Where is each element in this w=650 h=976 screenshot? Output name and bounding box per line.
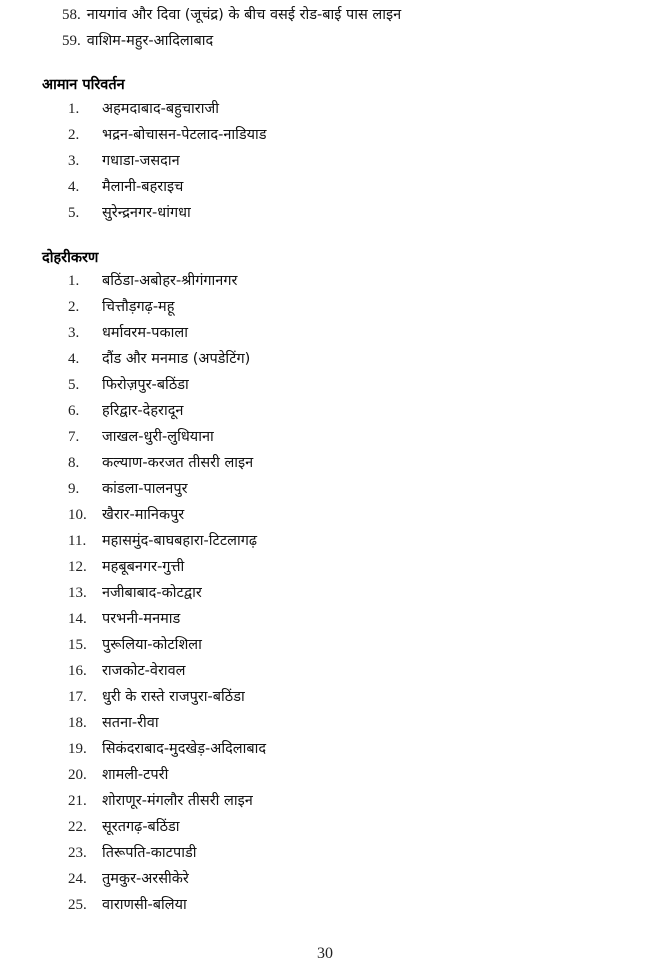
- item-number: 21.: [68, 793, 87, 809]
- item-text: बठिंडा-अबोहर-श्रीगंगानगर: [102, 273, 238, 289]
- item-text: मैलानी-बहराइच: [102, 179, 184, 195]
- item-text: तिरूपति-काटपाडी: [102, 845, 197, 861]
- item-number: 3.: [68, 153, 80, 169]
- list-item: [68, 452, 266, 478]
- list-item: [68, 124, 267, 150]
- doubling-list: [68, 270, 266, 920]
- item-text: जाखल-धुरी-लुधियाना: [102, 429, 214, 445]
- item-text: तुमकुर-अरसीकेरे: [102, 871, 189, 887]
- list-item: [62, 4, 401, 30]
- item-text: परभनी-मनमाड: [102, 611, 181, 627]
- item-text: गधाडा-जसदान: [102, 153, 180, 169]
- item-number: 11.: [68, 533, 87, 549]
- item-text: महबूबनगर-गुत्ती: [102, 559, 185, 575]
- list-item: [68, 582, 266, 608]
- list-item: [68, 270, 266, 296]
- list-item: [68, 686, 266, 712]
- item-number: 1.: [68, 273, 80, 289]
- item-number: 10.: [68, 507, 87, 523]
- item-number: 9.: [68, 481, 80, 497]
- item-number: 18.: [68, 715, 87, 731]
- item-text: धर्मावरम-पकाला: [102, 325, 188, 341]
- item-text: शामली-टपरी: [102, 767, 169, 783]
- item-number: 15.: [68, 637, 87, 653]
- item-text: अहमदाबाद-बहुचाराजी: [102, 101, 220, 117]
- item-number: 14.: [68, 611, 87, 627]
- item-text: कांडला-पालनपुर: [102, 481, 188, 497]
- list-item: [68, 738, 266, 764]
- item-text: शोराणूर-मंगलौर तीसरी लाइन: [102, 793, 253, 809]
- item-text: सूरतगढ़-बठिंडा: [102, 819, 180, 835]
- item-number: 4.: [68, 351, 80, 367]
- item-text: राजकोट-वेरावल: [102, 663, 186, 679]
- item-number: 58.: [62, 7, 81, 23]
- item-number: 7.: [68, 429, 80, 445]
- list-item: [68, 202, 267, 228]
- item-text: वाशिम-महुर-आदिलाबाद: [86, 33, 214, 49]
- list-item: [68, 790, 266, 816]
- list-item: [68, 296, 266, 322]
- list-item: [68, 530, 266, 556]
- list-item: [68, 608, 266, 634]
- item-text: नायगांव और दिवा (जूचंद्र) के बीच वसई रोड-बाई पास लाइन: [86, 7, 402, 23]
- item-text: फिरोज़पुर-बठिंडा: [102, 377, 189, 393]
- item-text: सतना-रीवा: [102, 715, 159, 731]
- item-text: पुरूलिया-कोटशिला: [102, 637, 202, 653]
- list-item: [68, 842, 266, 868]
- item-text: भद्रन-बोचासन-पेटलाद-नाडियाड: [102, 127, 267, 143]
- item-text: सुरेन्द्रनगर-धांगधा: [102, 205, 191, 221]
- item-text: महासमुंद-बाघबहारा-टिटलागढ़: [102, 533, 258, 549]
- item-number: 22.: [68, 819, 87, 835]
- item-text: वाराणसी-बलिया: [102, 897, 187, 913]
- item-number: 23.: [68, 845, 87, 861]
- list-item: [68, 712, 266, 738]
- item-text: धुरी के रास्ते राजपुरा-बठिंडा: [102, 689, 245, 705]
- item-text: सिकंदराबाद-मुदखेड़-अदिलाबाद: [102, 741, 267, 757]
- item-number: 5.: [68, 205, 80, 221]
- item-number: 2.: [68, 127, 80, 143]
- list-item: [68, 504, 266, 530]
- item-number: 8.: [68, 455, 80, 471]
- item-number: 24.: [68, 871, 87, 887]
- item-number: 16.: [68, 663, 87, 679]
- list-item: [68, 894, 266, 920]
- list-item: [68, 478, 266, 504]
- gauge-conversion-list: [68, 98, 267, 228]
- item-number: 17.: [68, 689, 87, 705]
- item-number: 13.: [68, 585, 87, 601]
- section-heading-doubling: दोहरीकरण: [42, 250, 99, 266]
- item-text: नजीबाबाद-कोटद्वार: [102, 585, 202, 601]
- list-item: [68, 176, 267, 202]
- item-number: 12.: [68, 559, 87, 575]
- item-number: 4.: [68, 179, 80, 195]
- item-number: 1.: [68, 101, 80, 117]
- item-number: 25.: [68, 897, 87, 913]
- item-number: 5.: [68, 377, 80, 393]
- list-item: [68, 634, 266, 660]
- item-number: 2.: [68, 299, 80, 315]
- list-item: [68, 322, 266, 348]
- continued-list: [62, 4, 401, 56]
- item-number: 59.: [62, 33, 81, 49]
- item-text: दौंड और मनमाड (अपडेटिंग): [102, 351, 251, 367]
- section-heading-gauge-conversion: आमान परिवर्तन: [42, 77, 125, 93]
- item-text: हरिद्वार-देहरादून: [102, 403, 184, 419]
- list-item: [68, 764, 266, 790]
- list-item: [62, 30, 401, 56]
- list-item: [68, 98, 267, 124]
- list-item: [68, 868, 266, 894]
- list-item: [68, 556, 266, 582]
- list-item: [68, 374, 266, 400]
- item-text: खैरार-मानिकपुर: [102, 507, 185, 523]
- list-item: [68, 816, 266, 842]
- item-number: 20.: [68, 767, 87, 783]
- list-item: [68, 426, 266, 452]
- item-number: 6.: [68, 403, 80, 419]
- list-item: [68, 150, 267, 176]
- list-item: [68, 660, 266, 686]
- item-text: कल्याण-करजत तीसरी लाइन: [102, 455, 254, 471]
- list-item: [68, 400, 266, 426]
- page-number: 30: [317, 945, 333, 962]
- item-number: 19.: [68, 741, 87, 757]
- item-text: चित्तौड़गढ़-महू: [102, 299, 175, 315]
- list-item: [68, 348, 266, 374]
- item-number: 3.: [68, 325, 80, 341]
